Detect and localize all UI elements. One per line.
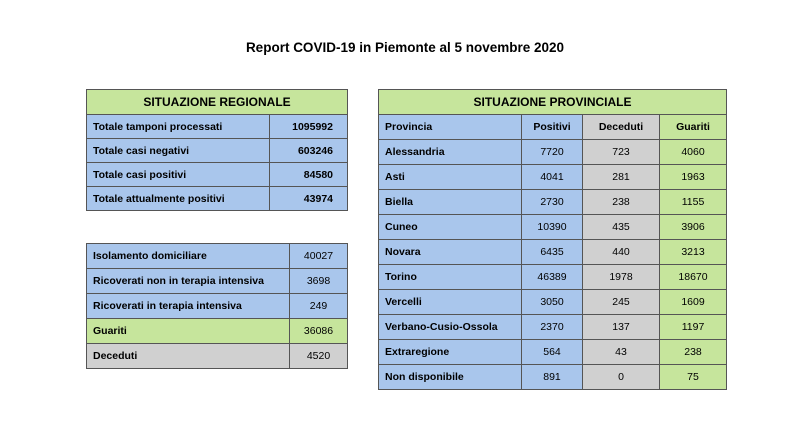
table-row (379, 315, 727, 340)
deceduti-cell: 723 (583, 140, 660, 165)
guariti-cell: 18670 (660, 265, 727, 290)
positivi-cell: 46389 (522, 265, 583, 290)
column-header: Provincia (379, 115, 522, 140)
guariti-cell: 1963 (660, 165, 727, 190)
table-header-row (379, 115, 727, 140)
table-row (87, 319, 348, 344)
row-value: 43974 (270, 187, 348, 211)
province-name: Novara (379, 240, 522, 265)
row-value: 40027 (290, 244, 348, 269)
row-label: Totale attualmente positivi (87, 187, 270, 211)
regional-detail-table (86, 243, 348, 369)
table-row (87, 163, 348, 187)
deceduti-cell: 440 (583, 240, 660, 265)
deceduti-cell: 238 (583, 190, 660, 215)
row-value: 3698 (290, 269, 348, 294)
provincial-table (378, 89, 727, 390)
positivi-cell: 10390 (522, 215, 583, 240)
row-value: 249 (290, 294, 348, 319)
positivi-cell: 891 (522, 365, 583, 390)
deceduti-cell: 137 (583, 315, 660, 340)
row-label: Ricoverati non in terapia intensiva (87, 269, 290, 294)
deceduti-cell: 1978 (583, 265, 660, 290)
row-label: Deceduti (87, 344, 290, 369)
row-label: Totale tamponi processati (87, 115, 270, 139)
page-title: Report COVID-19 in Piemonte al 5 novembre 2020 (245, 40, 565, 55)
guariti-cell: 75 (660, 365, 727, 390)
table-row (379, 240, 727, 265)
guariti-cell: 4060 (660, 140, 727, 165)
deceduti-cell: 0 (583, 365, 660, 390)
positivi-cell: 2370 (522, 315, 583, 340)
table-row (379, 140, 727, 165)
row-value: 36086 (290, 319, 348, 344)
table-row (87, 187, 348, 211)
row-value: 84580 (270, 163, 348, 187)
table-row (379, 165, 727, 190)
row-value: 603246 (270, 139, 348, 163)
row-value: 1095992 (270, 115, 348, 139)
guariti-cell: 1609 (660, 290, 727, 315)
positivi-cell: 2730 (522, 190, 583, 215)
guariti-cell: 1197 (660, 315, 727, 340)
province-name: Verbano-Cusio-Ossola (379, 315, 522, 340)
table-row (87, 244, 348, 269)
row-label: Ricoverati in terapia intensiva (87, 294, 290, 319)
guariti-cell: 1155 (660, 190, 727, 215)
province-name: Biella (379, 190, 522, 215)
table-row (87, 344, 348, 369)
table-row (87, 139, 348, 163)
row-label: Isolamento domiciliare (87, 244, 290, 269)
positivi-cell: 7720 (522, 140, 583, 165)
column-header: Positivi (522, 115, 583, 140)
province-name: Non disponibile (379, 365, 522, 390)
table-row (379, 290, 727, 315)
table-row (87, 294, 348, 319)
deceduti-cell: 245 (583, 290, 660, 315)
row-label: Guariti (87, 319, 290, 344)
guariti-cell: 3213 (660, 240, 727, 265)
guariti-cell: 238 (660, 340, 727, 365)
province-name: Asti (379, 165, 522, 190)
deceduti-cell: 435 (583, 215, 660, 240)
positivi-cell: 564 (522, 340, 583, 365)
table-row (379, 265, 727, 290)
row-label: Totale casi negativi (87, 139, 270, 163)
table-row (379, 215, 727, 240)
row-value: 4520 (290, 344, 348, 369)
table-row (87, 269, 348, 294)
column-header: Guariti (660, 115, 727, 140)
table-row (379, 190, 727, 215)
province-name: Cuneo (379, 215, 522, 240)
positivi-cell: 6435 (522, 240, 583, 265)
positivi-cell: 4041 (522, 165, 583, 190)
positivi-cell: 3050 (522, 290, 583, 315)
province-name: Alessandria (379, 140, 522, 165)
province-name: Extraregione (379, 340, 522, 365)
deceduti-cell: 43 (583, 340, 660, 365)
regional-header: SITUAZIONE REGIONALE (87, 90, 348, 115)
table-row (379, 340, 727, 365)
province-name: Torino (379, 265, 522, 290)
regional-summary-table (86, 89, 348, 211)
column-header: Deceduti (583, 115, 660, 140)
provincial-header: SITUAZIONE PROVINCIALE (379, 90, 727, 115)
guariti-cell: 3906 (660, 215, 727, 240)
deceduti-cell: 281 (583, 165, 660, 190)
table-row (87, 115, 348, 139)
province-name: Vercelli (379, 290, 522, 315)
row-label: Totale casi positivi (87, 163, 270, 187)
table-row (379, 365, 727, 390)
